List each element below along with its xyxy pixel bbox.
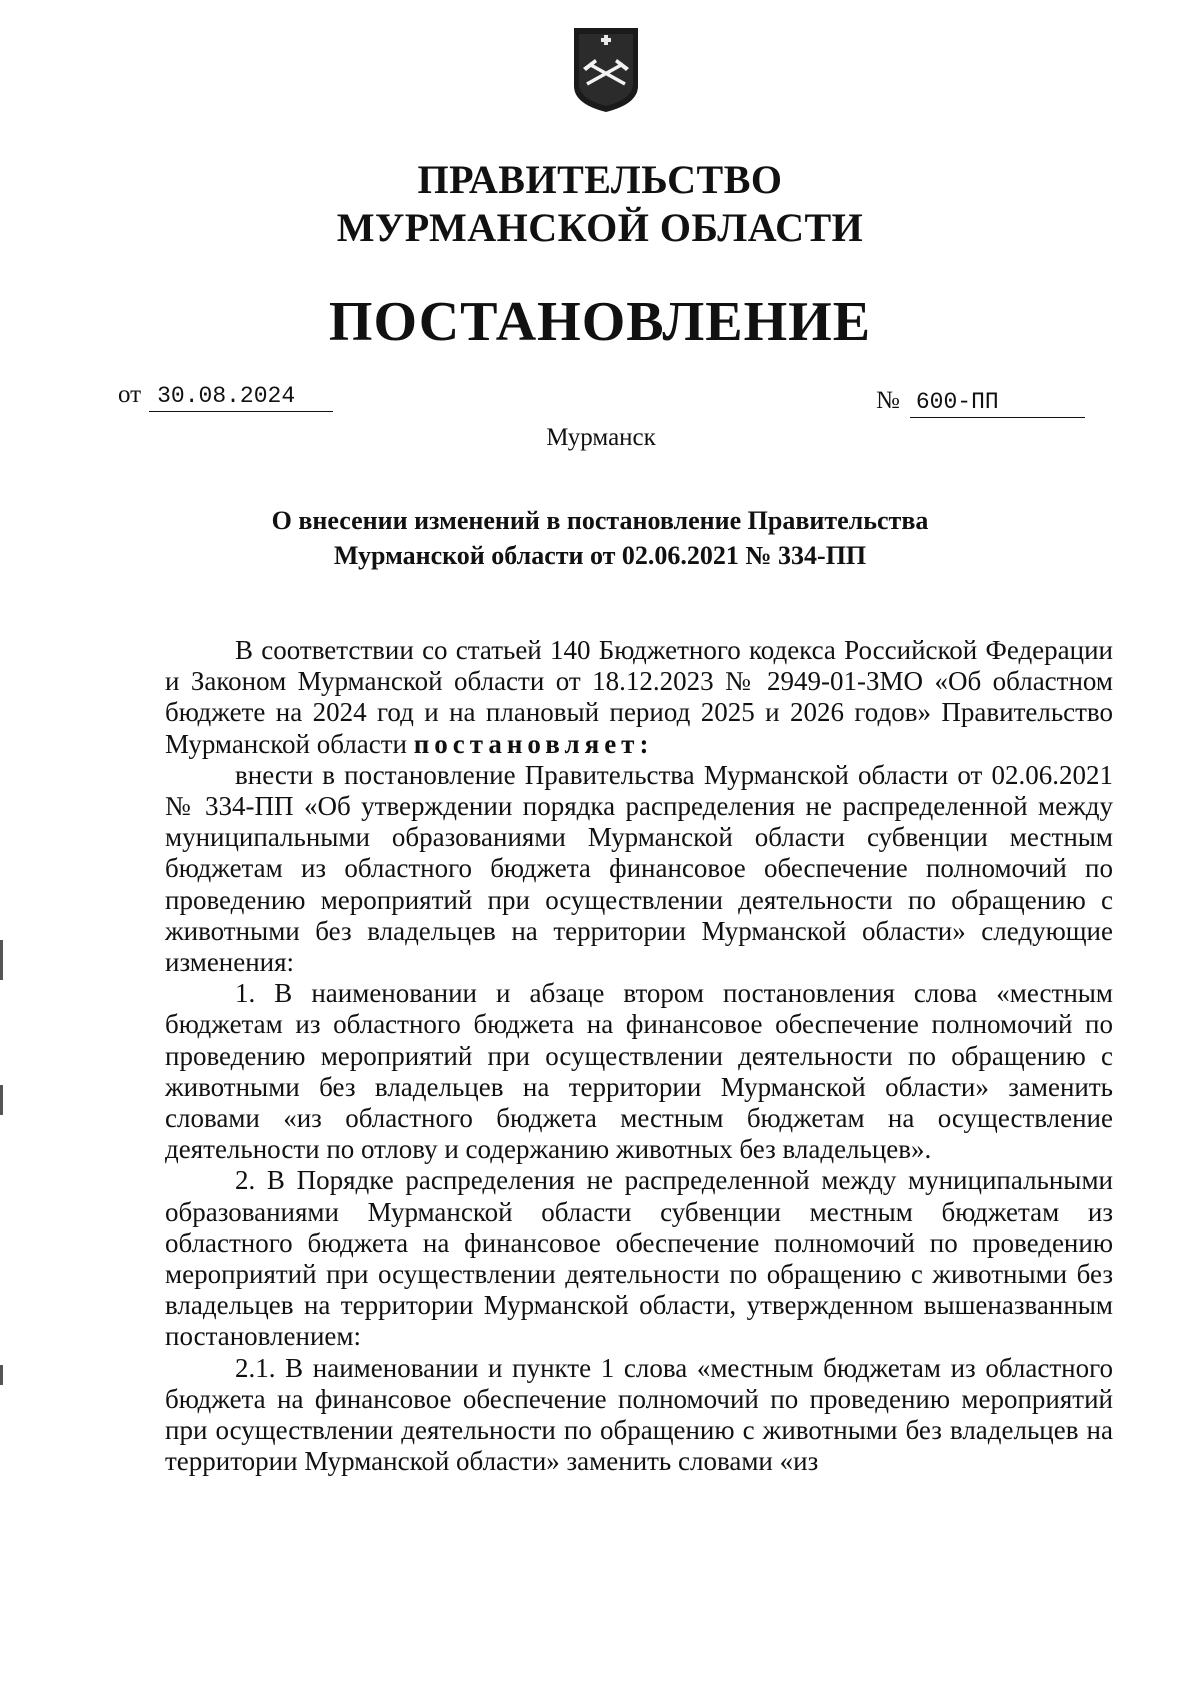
city-name [0, 423, 1200, 453]
subject-line1: О внесении изменений в постановление Правительства [271, 506, 929, 535]
paragraph-item-1: 1. В наименовании и абзаце втором постановления слова «местным бюджетам из областного бюджета на финансовое обеспечение полномочий по проведению мероприятий при осуществлении деятельности по обращению с животными без владельцев на территории Мурманской области» заменить словами «из областного бюджета местным бюджетам на осуществление деятельности по отлову и содержанию животных без владельцев». [165, 978, 1113, 1165]
coat-of-arms-icon [571, 24, 641, 114]
paragraph-main: внести в постановление Правительства Мурманской области от 02.06.2021 № 334-ПП «Об утверждении порядка распределения не распределенной между муниципальными образованиями Мурманской области субвенции местным бюджетам из областного бюджета финансовое обеспечение полномочий по проведению мероприятий при осуществлении деятельности по обращению с животными без владельцев на территории Мурманской области» следующие изменения: [165, 759, 1113, 978]
subject-line2: Мурманской области от 02.06.2021 № 334-ПП [333, 541, 867, 570]
document-date [118, 380, 333, 412]
paragraph-item-2-1: 2.1. В наименовании и пункте 1 слова «местным бюджетам из областного бюджета на финансовое обеспечение полномочий по проведению мероприятий при осуществлении деятельности по обращению с животными без владельцев на территории Мурманской области» заменить словами «из [165, 1352, 1113, 1477]
scan-edge-mark [0, 940, 3, 980]
government-title-line1: ПРАВИТЕЛЬСТВО [417, 157, 783, 202]
date-value: 30.08.2024 [149, 381, 333, 412]
number-label: № [876, 387, 900, 414]
number-value: 600-ПП [910, 387, 1085, 418]
government-title-line2: МУРМАНСКОЙ ОБЛАСТИ [336, 205, 864, 250]
scan-edge-mark [0, 1085, 3, 1115]
document-number [876, 386, 1085, 418]
resolves-keyword: постановляет: [413, 728, 654, 759]
document-type-title: ПОСТАНОВЛЕНИЕ [328, 291, 872, 353]
document-subject [0, 503, 1200, 573]
emblem-shield [571, 24, 641, 114]
date-label: от [118, 381, 142, 408]
paragraph-item-2: 2. В Порядке распределения не распределенной между муниципальными образованиями Мурманской области субвенции местным бюджетам из областного бюджета на финансовое обеспечение полномочий по проведению мероприятий при осуществлении деятельности по обращению с животными без владельцев на территории Мурманской области, утвержденном вышеназванным постановлением: [165, 1165, 1113, 1352]
city-label: Мурманск [546, 424, 656, 451]
document-body [165, 635, 1113, 1477]
paragraph-preamble [165, 635, 1113, 760]
preamble-text: В соответствии со статьей 140 Бюджетного кодекса Российской Федерации и Законом Мурманской области от 18.12.2023 № 2949-01-ЗМО «Об областном бюджете на 2024 год и на плановый период 2025 и 2026 годов» Правительство Мурманской области [165, 635, 1113, 759]
scan-edge-mark [0, 1365, 3, 1385]
